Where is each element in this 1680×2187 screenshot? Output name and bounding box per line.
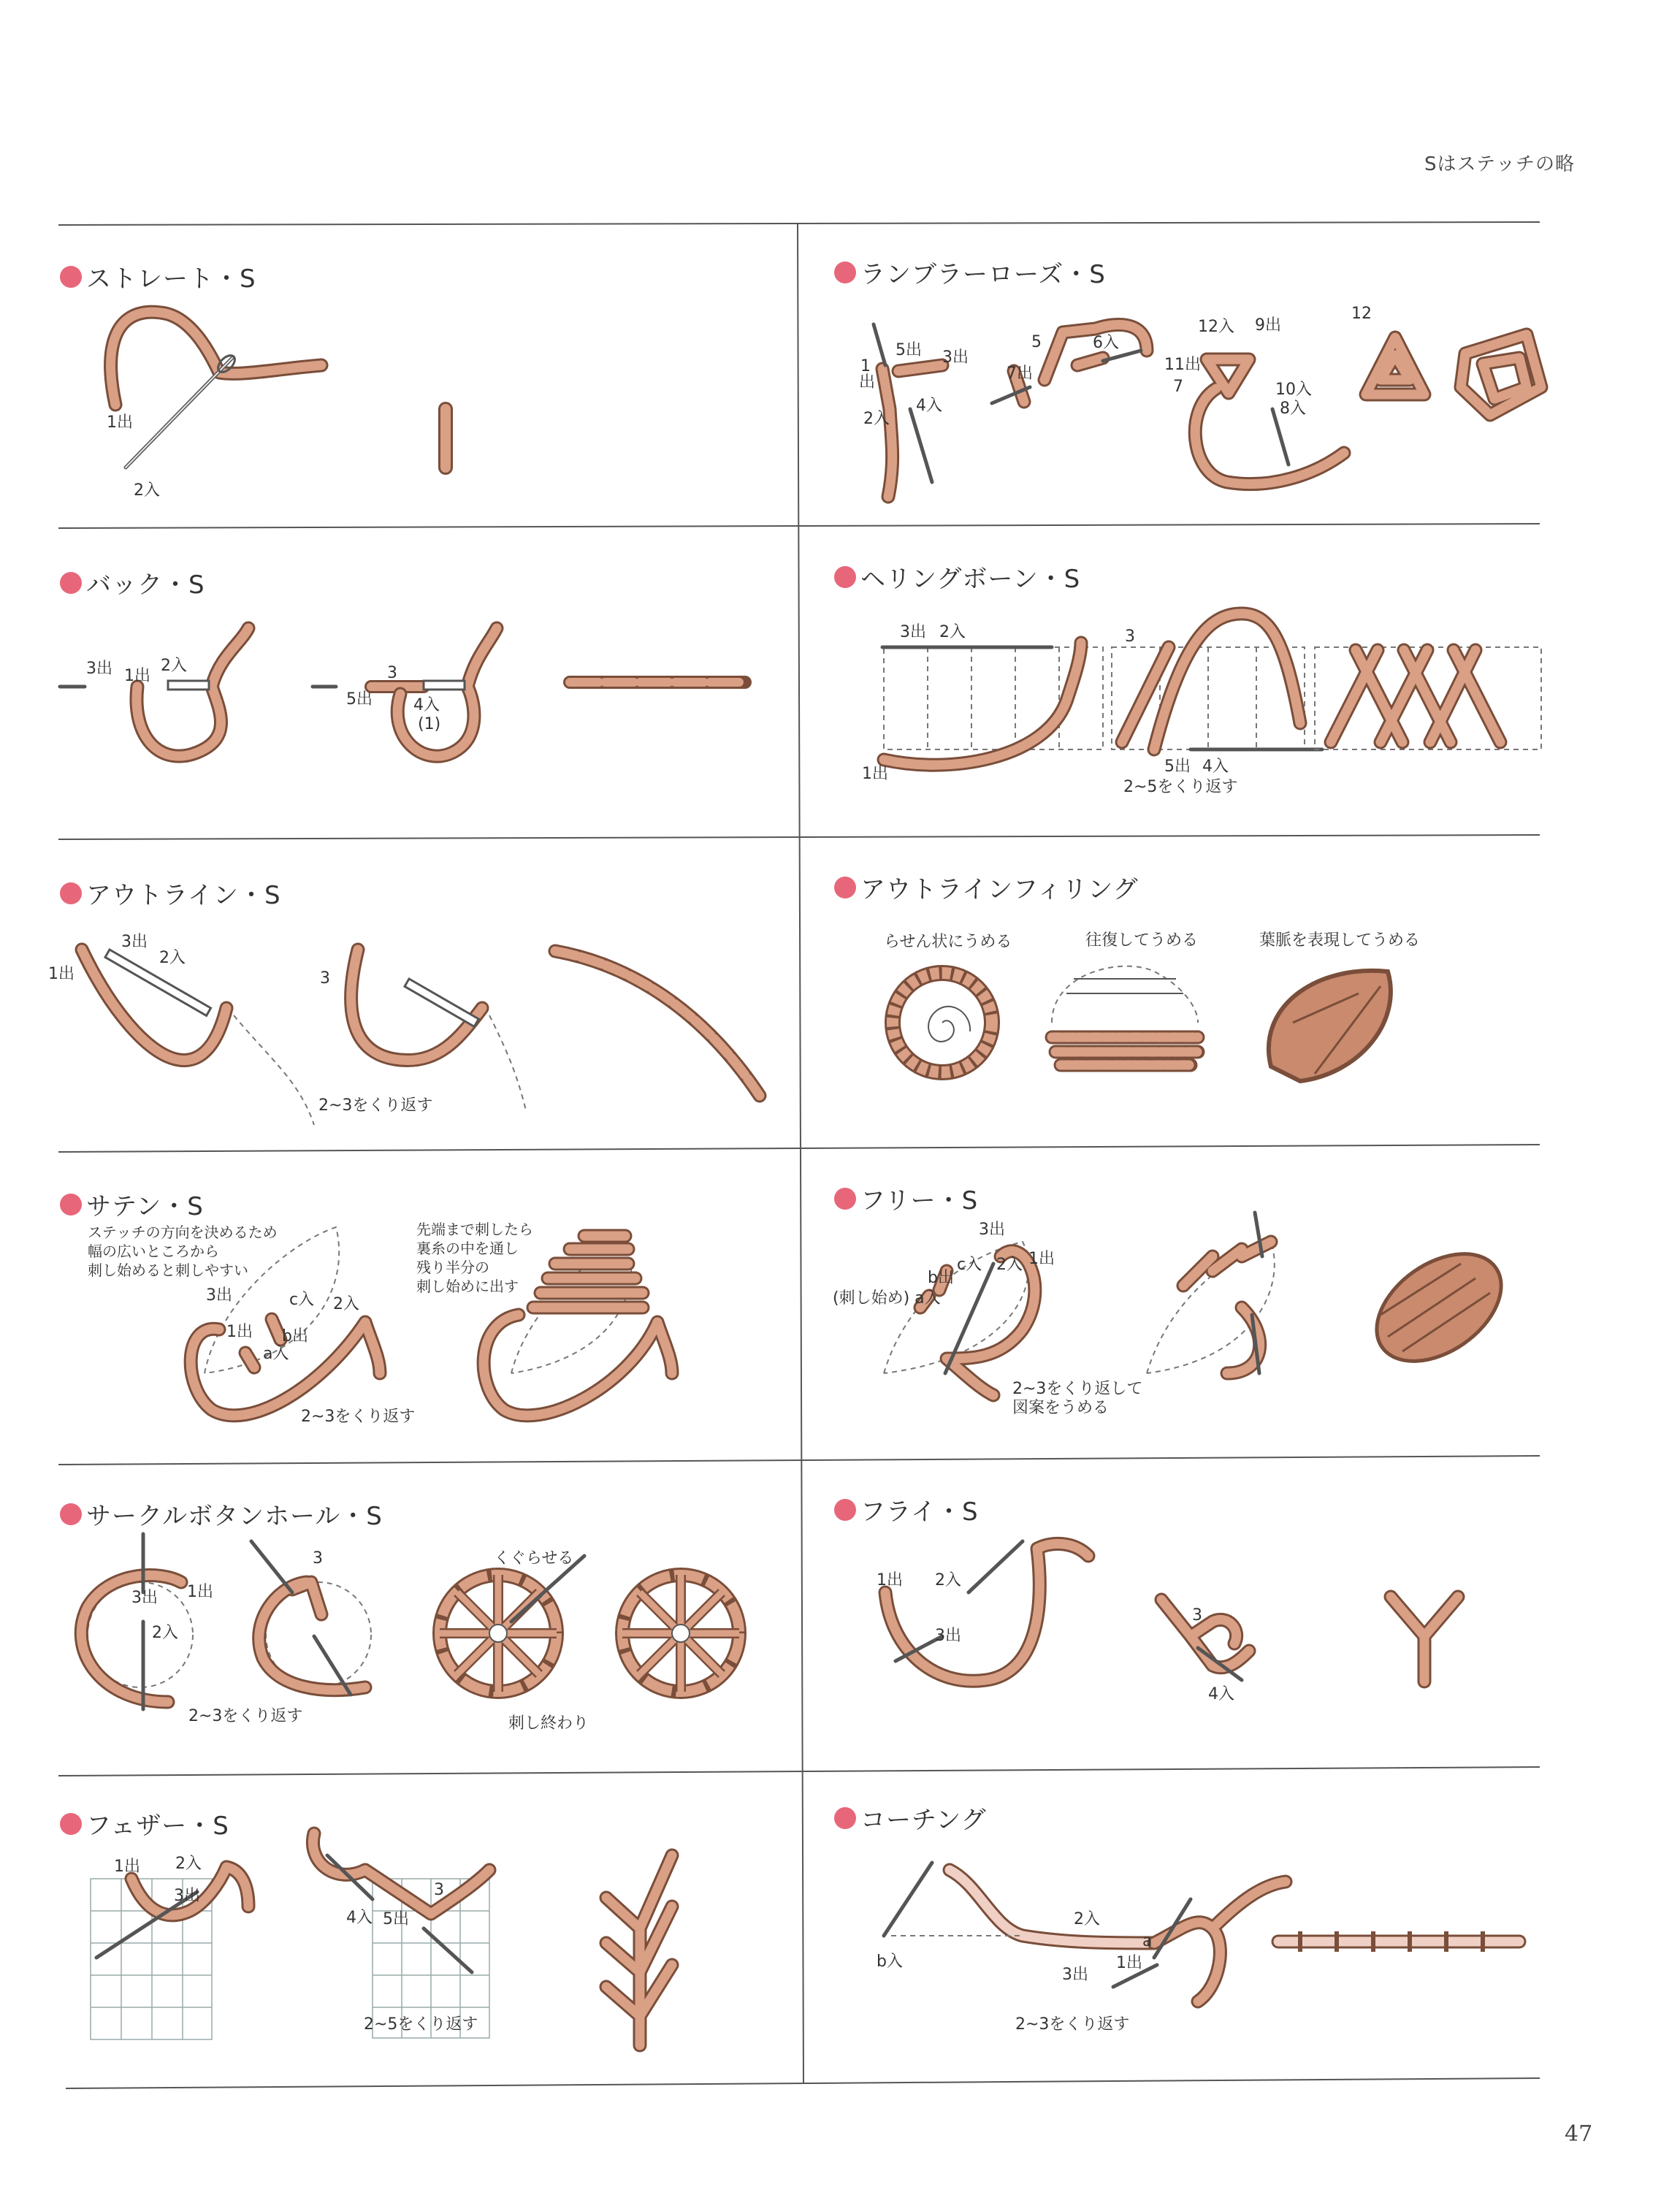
note-repeat-2: 図案をうめる (1012, 1399, 1110, 1417)
panel-title-text: フェザー・S (86, 1812, 229, 1841)
couching-diagram (803, 0, 1540, 2088)
label-7: 7 (1173, 378, 1183, 396)
header-note: Sはステッチの略 (1424, 153, 1575, 175)
label-5out: 5出 (896, 341, 922, 359)
note-right-2: 裏糸の中を通し (416, 1240, 519, 1257)
label-4in: 4入 (346, 1909, 373, 1927)
label-2in: 2入 (1074, 1910, 1100, 1928)
label-repeat: 2~5をくり返す (1123, 778, 1238, 796)
label-5: 5 (1031, 333, 1042, 351)
label-c-in: c入 (957, 1256, 982, 1274)
label-repeat: 2~3をくり返す (301, 1408, 416, 1426)
label-3out: 3出 (900, 623, 926, 641)
label-3out: 3出 (935, 1627, 961, 1645)
label-a: a (1142, 1932, 1153, 1950)
label-1out: 1出 (877, 1571, 903, 1589)
panel-feather (0, 0, 798, 2088)
label-5out: 5出 (1164, 757, 1191, 776)
label-repeat: 2~3をくり返す (318, 1096, 433, 1115)
label-3out: 3出 (942, 348, 969, 367)
panel-title-text: サークルボタンホール・S (86, 1502, 383, 1531)
panel-title-text: アウトライン・S (86, 881, 281, 910)
label-4in: 4入 (413, 696, 440, 714)
grid-right (373, 1879, 489, 2038)
label-3: 3 (313, 1549, 323, 1568)
label-3: 3 (387, 664, 397, 682)
label-paren1: (1) (418, 715, 441, 733)
panel-title-text: ランブラーローズ・S (860, 260, 1106, 289)
label-2in: 2入 (935, 1571, 961, 1589)
label-1out: 1出 (48, 965, 75, 983)
label-1out: 1出 (114, 1858, 140, 1876)
panel-title-text: サテン・S (86, 1192, 204, 1221)
divider-v (798, 224, 803, 2083)
label-4in: 4入 (916, 397, 942, 415)
caption-spiral: らせん状にうめる (884, 933, 1012, 951)
label-2in: 2入 (134, 481, 160, 500)
label-3out: 3出 (131, 1589, 158, 1607)
caption-back-and-forth: 往復してうめる (1085, 931, 1199, 950)
label-7out: 7出 (1007, 364, 1033, 383)
label-2in: 2入 (996, 1256, 1023, 1274)
note-right-1: 先端まで刺したら (416, 1221, 533, 1238)
label-a-in: a入 (263, 1345, 289, 1363)
label-repeat: 2~3をくり返す (1015, 2015, 1130, 2034)
label-12in: 12入 (1198, 318, 1234, 336)
label-4in: 4入 (1208, 1685, 1234, 1703)
label-2in: 2入 (939, 623, 966, 641)
couching-finished (1278, 1931, 1519, 1952)
label-1out: 1出 (124, 667, 150, 685)
label-10in: 10入 (1275, 381, 1312, 399)
label-2in: 2入 (152, 1624, 178, 1642)
label-3: 3 (434, 1881, 444, 1899)
panel-title-text: ストレート・S (86, 264, 256, 294)
note-repeat-1: 2~3をくり返して (1012, 1380, 1143, 1398)
label-3out: 3出 (121, 933, 148, 951)
label-repeat: 2~3をくり返す (188, 1707, 303, 1725)
label-8in: 8入 (1280, 400, 1306, 418)
label-finish: 刺し終わり (508, 1714, 589, 1733)
label-3: 3 (320, 969, 330, 988)
label-3out: 3出 (86, 660, 112, 678)
note-right-4: 刺し始めに出す (416, 1278, 519, 1295)
label-9out: 9出 (1255, 316, 1281, 335)
label-2in: 2入 (161, 657, 187, 675)
panel-title-text: アウトラインフィリング (860, 875, 1139, 904)
note-left-3: 刺し始めると刺しやすい (88, 1262, 248, 1279)
label-c-in: c入 (289, 1291, 315, 1309)
caption-leaf-vein: 葉脈を表現してうめる (1259, 931, 1421, 950)
label-pass-through: くぐらせる (494, 1549, 574, 1568)
label-3: 3 (1125, 627, 1135, 646)
label-2in: 2入 (863, 410, 890, 428)
note-right-3: 残り半分の (416, 1259, 489, 1276)
label-12: 12 (1351, 305, 1372, 323)
label-11out: 11出 (1164, 356, 1201, 374)
label-repeat: 2~5をくり返す (364, 2015, 478, 2034)
feather-diagram (0, 0, 798, 2088)
label-6in: 6入 (1093, 334, 1119, 352)
label-b-out: b出 (282, 1327, 308, 1346)
panel-title-text: コーチング (860, 1806, 987, 1835)
label-3out: 3出 (979, 1221, 1005, 1239)
label-1out: 1出 (107, 413, 133, 432)
panel-couching (803, 0, 1540, 2088)
label-1out: 1出 (862, 765, 888, 783)
panel-title-text: フリー・S (860, 1186, 979, 1215)
label-3out: 3出 (1062, 1966, 1088, 1984)
note-left-1: ステッチの方向を決めるため (88, 1224, 278, 1241)
label-start-a-in: (刺し始め) a入 (833, 1289, 941, 1308)
label-2in: 2入 (175, 1855, 202, 1873)
label-4in: 4入 (1202, 757, 1229, 776)
label-out: 出 (859, 373, 876, 392)
label-b-out: b出 (928, 1269, 954, 1287)
label-5out: 5出 (383, 1910, 409, 1928)
label-1out: 1出 (226, 1323, 253, 1341)
label-2in: 2入 (159, 949, 186, 967)
label-1out: 1出 (1028, 1250, 1055, 1268)
label-5out: 5出 (346, 690, 373, 709)
feather-finished (606, 1855, 672, 2045)
label-1out: 1出 (1116, 1954, 1142, 1972)
label-1out: 1出 (187, 1583, 213, 1601)
label-3out: 3出 (174, 1887, 200, 1905)
panel-title-text: ヘリングボーン・S (860, 565, 1081, 594)
label-2in: 2入 (333, 1295, 359, 1313)
panel-title-text: バック・S (86, 570, 205, 600)
label-3: 3 (1192, 1606, 1202, 1625)
label-b-in: b入 (877, 1953, 903, 1971)
label-1: 1 (860, 357, 871, 375)
page-number: 47 (1565, 2121, 1593, 2147)
label-3out: 3出 (206, 1286, 232, 1305)
panel-title-text: フライ・S (860, 1497, 979, 1527)
note-left-2: 幅の広いところから (88, 1243, 219, 1260)
